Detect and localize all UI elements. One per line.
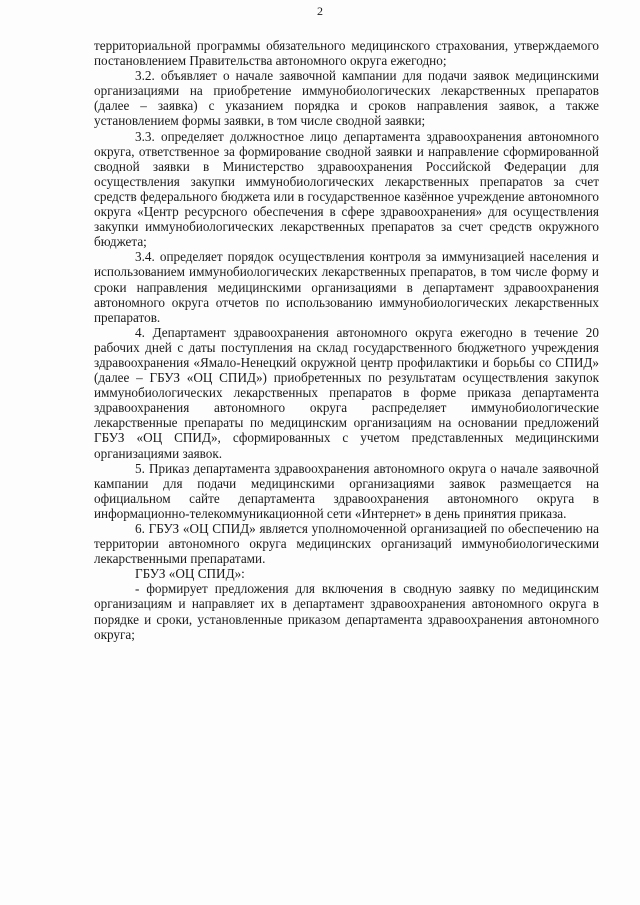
- paragraph-5: 5. Приказ департамента здравоохранения автономного округа о начале заявочной кампании для подачи медицинскими организациями заявок размещается на официальном сайте департамента здравоохранения автономного округа в информационно-телекоммуникационной сети «Интернет» в день принятия приказа.: [94, 460, 599, 521]
- paragraph-4: 4. Департамент здравоохранения автономного округа ежегодно в течение 20 рабочих дней с даты поступления на склад государственного бюджетного учреждения здравоохранения «Ямало-Ненецкий окружной центр профилактики и борьбы со СПИД» (далее – ГБУЗ «ОЦ СПИД») приобретенных по результатам осуществления закупок иммунобиологических лекарственных препаратов в форме приказа департамента здравоохранения автономного округа распределяет иммунобиологические лекарственные препараты по медицинским организациям на основании предложений ГБУЗ «ОЦ СПИД», сформированных с учетом представленных медицинскими организациями заявок.: [94, 324, 599, 461]
- paragraph-list-item: - формирует предложения для включения в сводную заявку по медицинским организациям и направляет их в департамент здравоохранения автономного округа в порядке и сроки, установленные приказом департамента здравоохранения автономного округа;: [94, 581, 599, 642]
- page-number: 2: [317, 4, 323, 18]
- paragraph-continuation: территориальной программы обязательного медицинского страхования, утверждаемого постановлением Правительства автономного округа ежегодно;: [94, 38, 599, 69]
- paragraph-3-4: 3.4. определяет порядок осуществления контроля за иммунизацией населения и использованием иммунобиологических лекарственных препаратов, в том числе форму и сроки направления медицинскими организациями в департамент здравоохранения автономного округа отчетов по использованию иммунобиологических лекарственных препаратов.: [94, 249, 599, 325]
- paragraph-gbuz-heading: ГБУЗ «ОЦ СПИД»:: [135, 566, 245, 582]
- paragraph-3-2: 3.2. объявляет о начале заявочной кампании для подачи заявок медицинскими организациями на приобретение иммунобиологических лекарственных препаратов (далее – заявка) с указанием порядка и сроков направления заявок, а также установлением формы заявки, в том числе сводной заявки;: [94, 68, 599, 129]
- document-body: [94, 38, 599, 642]
- paragraph-6: 6. ГБУЗ «ОЦ СПИД» является уполномоченной организацией по обеспечению на территории автономного округа медицинских организаций иммунобиологическими лекарственными препаратами.: [94, 521, 599, 567]
- paragraph-3-3: 3.3. определяет должностное лицо департамента здравоохранения автономного округа, ответственное за формирование сводной заявки и направление сформированной сводной заявки в Министерство здравоохранения Российской Федерации для осуществления закупки иммунобиологических лекарственных препаратов за счет средств федерального бюджета или в государственное казённое учреждение автономного округа «Центр ресурсного обеспечения в сфере здравоохранения» для осуществления закупки иммунобиологических лекарственных препаратов за счет средств окружного бюджета;: [94, 128, 599, 250]
